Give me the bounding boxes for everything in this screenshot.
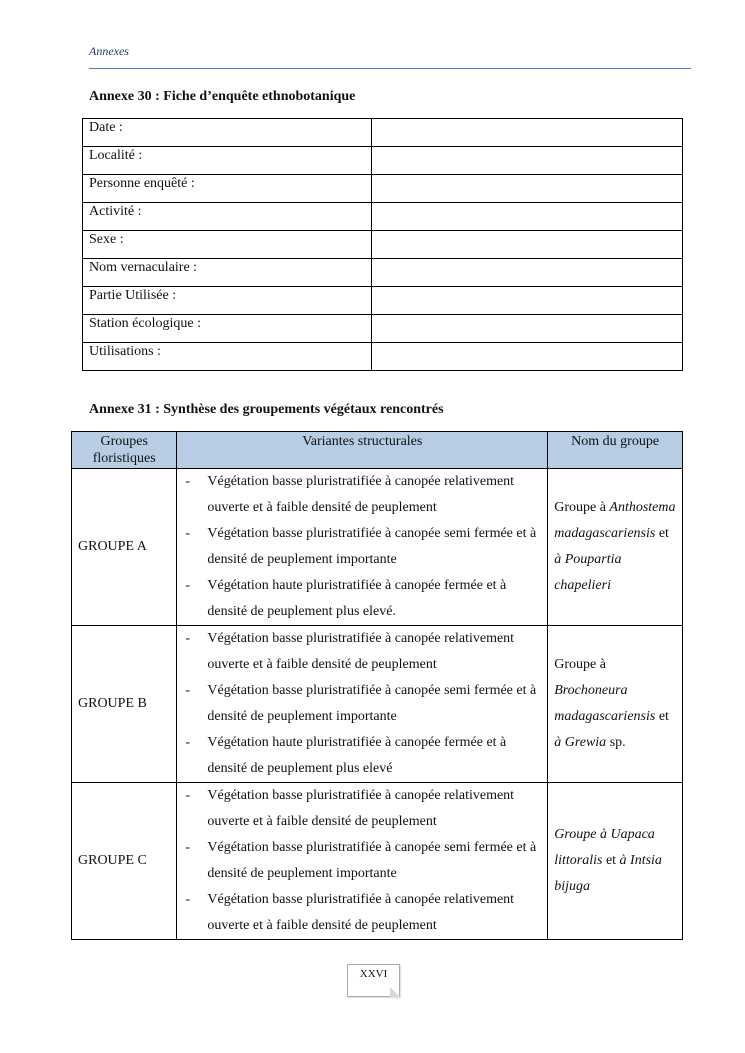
form-row bbox=[83, 175, 683, 203]
group-variants bbox=[177, 626, 548, 783]
species-name: Brochoneura madagascariensis bbox=[554, 683, 656, 724]
table-header-row bbox=[72, 432, 683, 469]
form-label: Sexe : bbox=[83, 231, 372, 259]
group-label-text: Groupe à bbox=[554, 657, 606, 672]
variants-list bbox=[177, 626, 547, 782]
group-variants bbox=[177, 783, 548, 940]
page-number-text: XXVI bbox=[359, 968, 388, 980]
form-row bbox=[83, 315, 683, 343]
header-nom: Nom du groupe bbox=[548, 432, 683, 469]
header-variantes: Variantes structurales bbox=[177, 432, 548, 469]
group-label-text: et bbox=[655, 709, 669, 724]
form-row bbox=[83, 259, 683, 287]
running-header: Annexes bbox=[89, 44, 129, 58]
page-number bbox=[347, 964, 400, 997]
list-item: - Végétation haute pluristratifiée à canopée fermée et à densité de peuplement plus elevé bbox=[207, 730, 543, 782]
survey-form-table bbox=[82, 118, 683, 371]
group-name: GROUPE B bbox=[72, 626, 177, 783]
group-label bbox=[548, 469, 683, 626]
list-item: - Végétation basse pluristratifiée à canopée relativement ouverte et à faible densité de peuplement bbox=[207, 469, 543, 521]
annexe31-title: Annexe 31 : Synthèse des groupements végétaux rencontrés bbox=[89, 402, 444, 417]
group-variants bbox=[177, 469, 548, 626]
form-value bbox=[372, 119, 683, 147]
list-item: - Végétation basse pluristratifiée à canopée semi fermée et à densité de peuplement importante bbox=[207, 521, 543, 573]
group-label-text: Groupe à bbox=[554, 500, 610, 515]
form-label: Date : bbox=[83, 119, 372, 147]
form-value bbox=[372, 147, 683, 175]
group-label-text: sp. bbox=[606, 735, 626, 750]
table-row bbox=[72, 783, 683, 940]
group-label-text: et bbox=[655, 526, 669, 541]
form-label: Station écologique : bbox=[83, 315, 372, 343]
form-value bbox=[372, 287, 683, 315]
form-label: Partie Utilisée : bbox=[83, 287, 372, 315]
table-row bbox=[72, 626, 683, 783]
form-row bbox=[83, 343, 683, 371]
species-name: Groupe à Uapaca littoralis bbox=[554, 827, 655, 868]
form-row bbox=[83, 287, 683, 315]
form-value bbox=[372, 259, 683, 287]
synthesis-table bbox=[71, 431, 683, 940]
group-name: GROUPE A bbox=[72, 469, 177, 626]
form-row bbox=[83, 119, 683, 147]
group-label bbox=[548, 783, 683, 940]
form-value bbox=[372, 315, 683, 343]
form-value bbox=[372, 203, 683, 231]
form-label: Localité : bbox=[83, 147, 372, 175]
species-name: à Poupartia chapelieri bbox=[554, 552, 622, 593]
list-item: - Végétation basse pluristratifiée à canopée semi fermée et à densité de peuplement importante bbox=[207, 835, 543, 887]
species-name: à Intsia bijuga bbox=[554, 853, 662, 894]
variants-list bbox=[177, 783, 547, 939]
group-name: GROUPE C bbox=[72, 783, 177, 940]
form-label: Personne enquêté : bbox=[83, 175, 372, 203]
list-item: - Végétation basse pluristratifiée à canopée relativement ouverte et à faible densité de peuplement bbox=[207, 783, 543, 835]
form-row bbox=[83, 203, 683, 231]
species-name: à Grewia bbox=[554, 735, 607, 750]
annexe30-title: Annexe 30 : Fiche d’enquête ethnobotanique bbox=[89, 89, 356, 104]
group-label-text: et bbox=[602, 853, 620, 868]
list-item: - Végétation basse pluristratifiée à canopée semi fermée et à densité de peuplement importante bbox=[207, 678, 543, 730]
list-item: - Végétation haute pluristratifiée à canopée fermée et à densité de peuplement plus elevé. bbox=[207, 573, 543, 625]
header-rule bbox=[89, 68, 691, 69]
list-item: - Végétation basse pluristratifiée à canopée relativement ouverte et à faible densité de peuplement bbox=[207, 626, 543, 678]
header-groupes: Groupes floristiques bbox=[72, 432, 177, 469]
form-label: Utilisations : bbox=[83, 343, 372, 371]
species-name: Anthostema madagascariensis bbox=[554, 500, 676, 541]
table-row bbox=[72, 469, 683, 626]
group-label bbox=[548, 626, 683, 783]
page-fold-corner bbox=[390, 987, 400, 997]
list-item: - Végétation basse pluristratifiée à canopée relativement ouverte et à faible densité de peuplement bbox=[207, 887, 543, 939]
form-row bbox=[83, 231, 683, 259]
form-row bbox=[83, 147, 683, 175]
form-value bbox=[372, 175, 683, 203]
variants-list bbox=[177, 469, 547, 625]
form-value bbox=[372, 231, 683, 259]
form-value bbox=[372, 343, 683, 371]
form-label: Activité : bbox=[83, 203, 372, 231]
form-label: Nom vernaculaire : bbox=[83, 259, 372, 287]
